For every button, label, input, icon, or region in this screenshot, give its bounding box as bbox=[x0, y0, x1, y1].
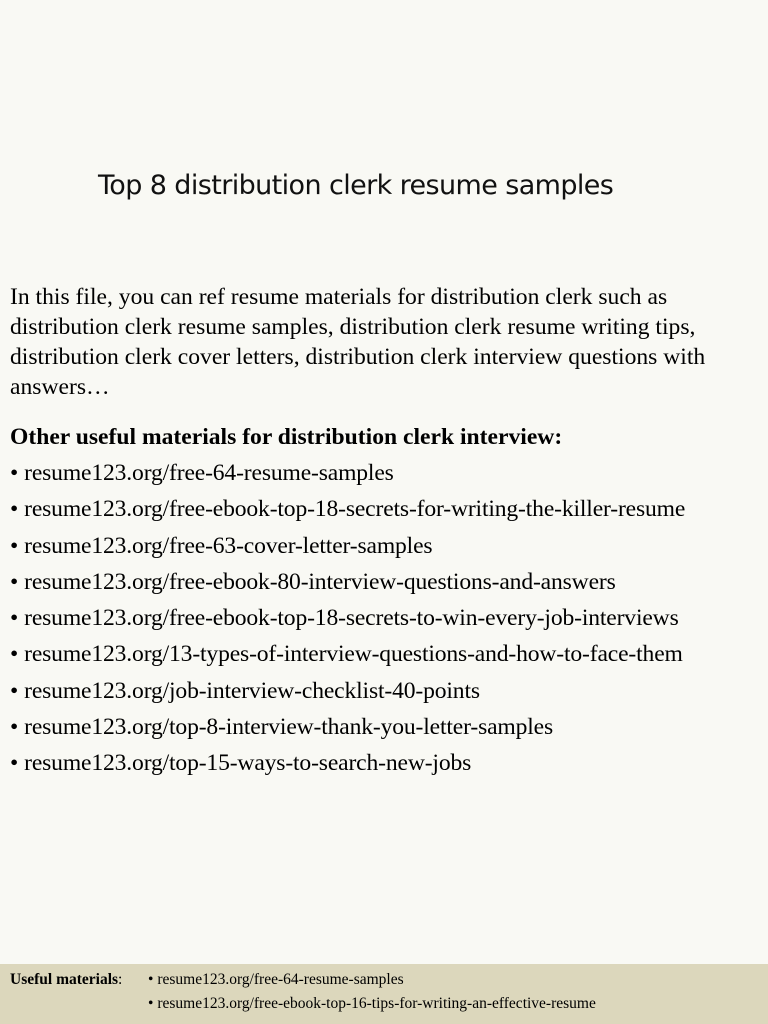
footer-bar bbox=[0, 964, 768, 1024]
bullet-icon: • bbox=[10, 568, 19, 595]
bullet-icon: • bbox=[10, 750, 19, 777]
footer-label-separator: : bbox=[118, 971, 123, 988]
list-item bbox=[10, 639, 685, 675]
intro-paragraph: In this file, you can ref resume materials for distribution clerk such as distribution clerk resume samples, distribution clerk resume writing tips, distribution clerk cover letters, distribution clerk interview questions with answers… bbox=[10, 284, 706, 400]
bullet-icon: • bbox=[148, 995, 154, 1012]
material-link[interactable]: resume123.org/top-8-interview-thank-you-letter-samples bbox=[24, 714, 554, 741]
material-link[interactable]: resume123.org/free-ebook-top-18-secrets-to-win-every-job-interviews bbox=[24, 605, 679, 632]
material-link[interactable]: resume123.org/free-ebook-top-18-secrets-for-writing-the-killer-resume bbox=[24, 496, 686, 523]
bullet-icon: • bbox=[10, 641, 19, 668]
list-item bbox=[10, 676, 685, 712]
list-item bbox=[10, 603, 685, 639]
bullet-icon: • bbox=[10, 460, 19, 486]
footer-link[interactable]: resume123.org/free-ebook-top-16-tips-for-writing-an-effective-resume bbox=[157, 995, 596, 1012]
footer-label-text: Useful materials bbox=[10, 971, 119, 988]
materials-heading: Other useful materials for distribution clerk interview: bbox=[10, 424, 563, 450]
footer-label bbox=[10, 971, 122, 989]
bullet-icon: • bbox=[10, 605, 19, 632]
list-item bbox=[148, 995, 596, 1019]
bullet-icon: • bbox=[10, 714, 19, 741]
material-link[interactable]: resume123.org/free-ebook-80-interview-questions-and-answers bbox=[24, 568, 616, 595]
list-item bbox=[10, 458, 685, 494]
page-title: Top 8 distribution clerk resume samples bbox=[98, 170, 614, 201]
footer-link[interactable]: resume123.org/free-64-resume-samples bbox=[157, 971, 404, 988]
material-link[interactable]: resume123.org/free-63-cover-letter-samples bbox=[24, 532, 433, 559]
bullet-icon: • bbox=[148, 971, 154, 988]
material-link[interactable]: resume123.org/13-types-of-interview-questions-and-how-to-face-them bbox=[24, 641, 683, 668]
list-item bbox=[10, 712, 685, 748]
material-link[interactable]: resume123.org/job-interview-checklist-40-points bbox=[24, 677, 480, 704]
bullet-icon: • bbox=[10, 496, 19, 523]
material-link[interactable]: resume123.org/free-64-resume-samples bbox=[24, 460, 394, 486]
materials-link-list bbox=[10, 458, 685, 785]
list-item bbox=[10, 748, 685, 784]
bullet-icon: • bbox=[10, 532, 19, 559]
material-link[interactable]: resume123.org/top-15-ways-to-search-new-jobs bbox=[24, 750, 472, 777]
list-item bbox=[10, 494, 685, 530]
bullet-icon: • bbox=[10, 677, 19, 704]
list-item bbox=[148, 971, 596, 995]
list-item bbox=[10, 567, 685, 603]
footer-link-list bbox=[148, 971, 596, 1019]
list-item bbox=[10, 531, 685, 567]
